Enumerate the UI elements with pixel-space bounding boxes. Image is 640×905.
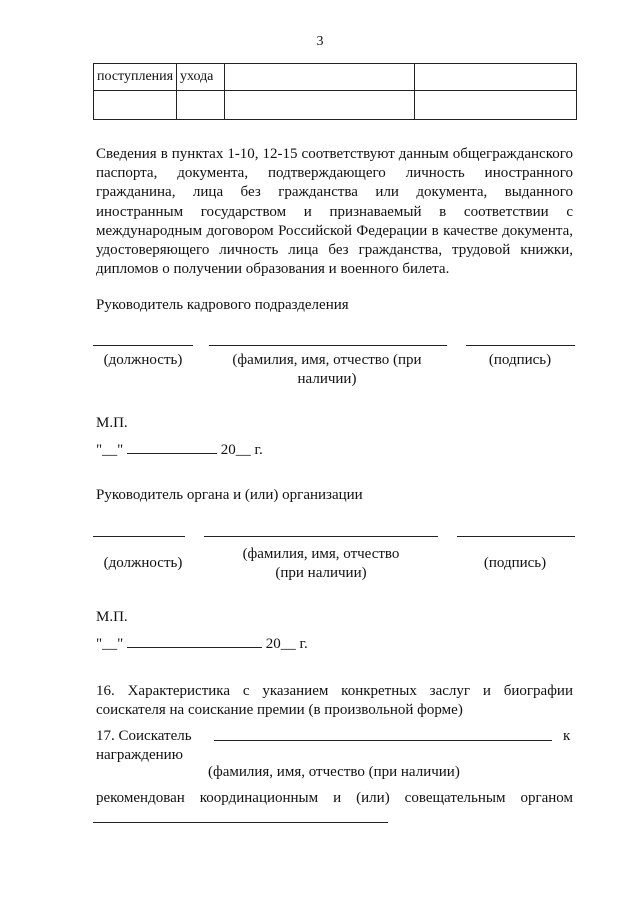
table-cell — [177, 91, 225, 120]
date-year: 20__ г. — [220, 442, 263, 458]
data-table — [93, 63, 577, 120]
name-caption: (фамилия, имя, отчество (при наличии) — [232, 352, 422, 387]
date-year: 20__ г. — [265, 636, 308, 652]
nominee-caption: (фамилия, имя, отчество (при наличии) — [208, 764, 460, 780]
organ-line[interactable] — [93, 822, 388, 823]
date-day: "__" — [96, 442, 124, 458]
date-month-blank[interactable] — [127, 635, 262, 648]
signature-line[interactable] — [457, 536, 575, 537]
name-caption-l1: (фамилия, имя, отчество — [242, 546, 400, 562]
table-cell — [225, 64, 415, 91]
position-line[interactable] — [93, 345, 193, 346]
date-day: "__" — [96, 636, 124, 652]
table-row — [94, 91, 577, 120]
nominee-line[interactable] — [214, 740, 552, 741]
stamp-label: М.П. — [96, 415, 128, 431]
org-head-title: Руководитель органа и (или) организации — [96, 487, 363, 503]
table-cell — [415, 91, 577, 120]
position-line[interactable] — [93, 536, 185, 537]
signature-caption: (подпись) — [488, 352, 552, 368]
item-17-k: к — [563, 728, 571, 744]
table-row — [94, 64, 577, 91]
info-paragraph: Сведения в пунктах 1-10, 12-15 соответствуют данным общегражданского паспорта, документа, подтверждающего личность иностранного гражданина, лица без гражданства или документа, выданного иностранным государством и признаваемый в соответствии с международным договором Российской Федерации в качестве документа, удостоверяющего личность лица без гражданства, трудовой книжки, дипломов о получении образования и военного билета. — [96, 146, 573, 278]
date-line — [96, 635, 308, 653]
signature-line[interactable] — [466, 345, 575, 346]
table-cell: ухода — [177, 64, 225, 91]
stamp-label: М.П. — [96, 609, 128, 625]
recommend-text: рекомендован координационным и (или) совещательным органом — [96, 790, 573, 806]
position-caption: (должность) — [103, 555, 183, 571]
hr-head-title: Руководитель кадрового подразделения — [96, 297, 349, 313]
signature-caption: (подпись) — [483, 555, 547, 571]
date-line — [96, 441, 263, 459]
name-caption-l2: (при наличии) — [275, 565, 367, 581]
name-line[interactable] — [209, 345, 447, 346]
table-cell — [415, 64, 577, 91]
table-cell: поступления — [94, 64, 177, 91]
name-line[interactable] — [204, 536, 438, 537]
table-cell — [94, 91, 177, 120]
item-17-award: награждению — [96, 747, 183, 763]
table-cell — [225, 91, 415, 120]
item-17-label: 17. Соискатель — [96, 728, 192, 744]
item-16: 16. Характеристика с указанием конкретных заслуг и биографии соискателя на соискание премии (в произвольной форме) — [96, 683, 573, 718]
position-caption: (должность) — [103, 352, 183, 368]
date-month-blank[interactable] — [127, 441, 217, 454]
page-number: 3 — [316, 34, 324, 49]
